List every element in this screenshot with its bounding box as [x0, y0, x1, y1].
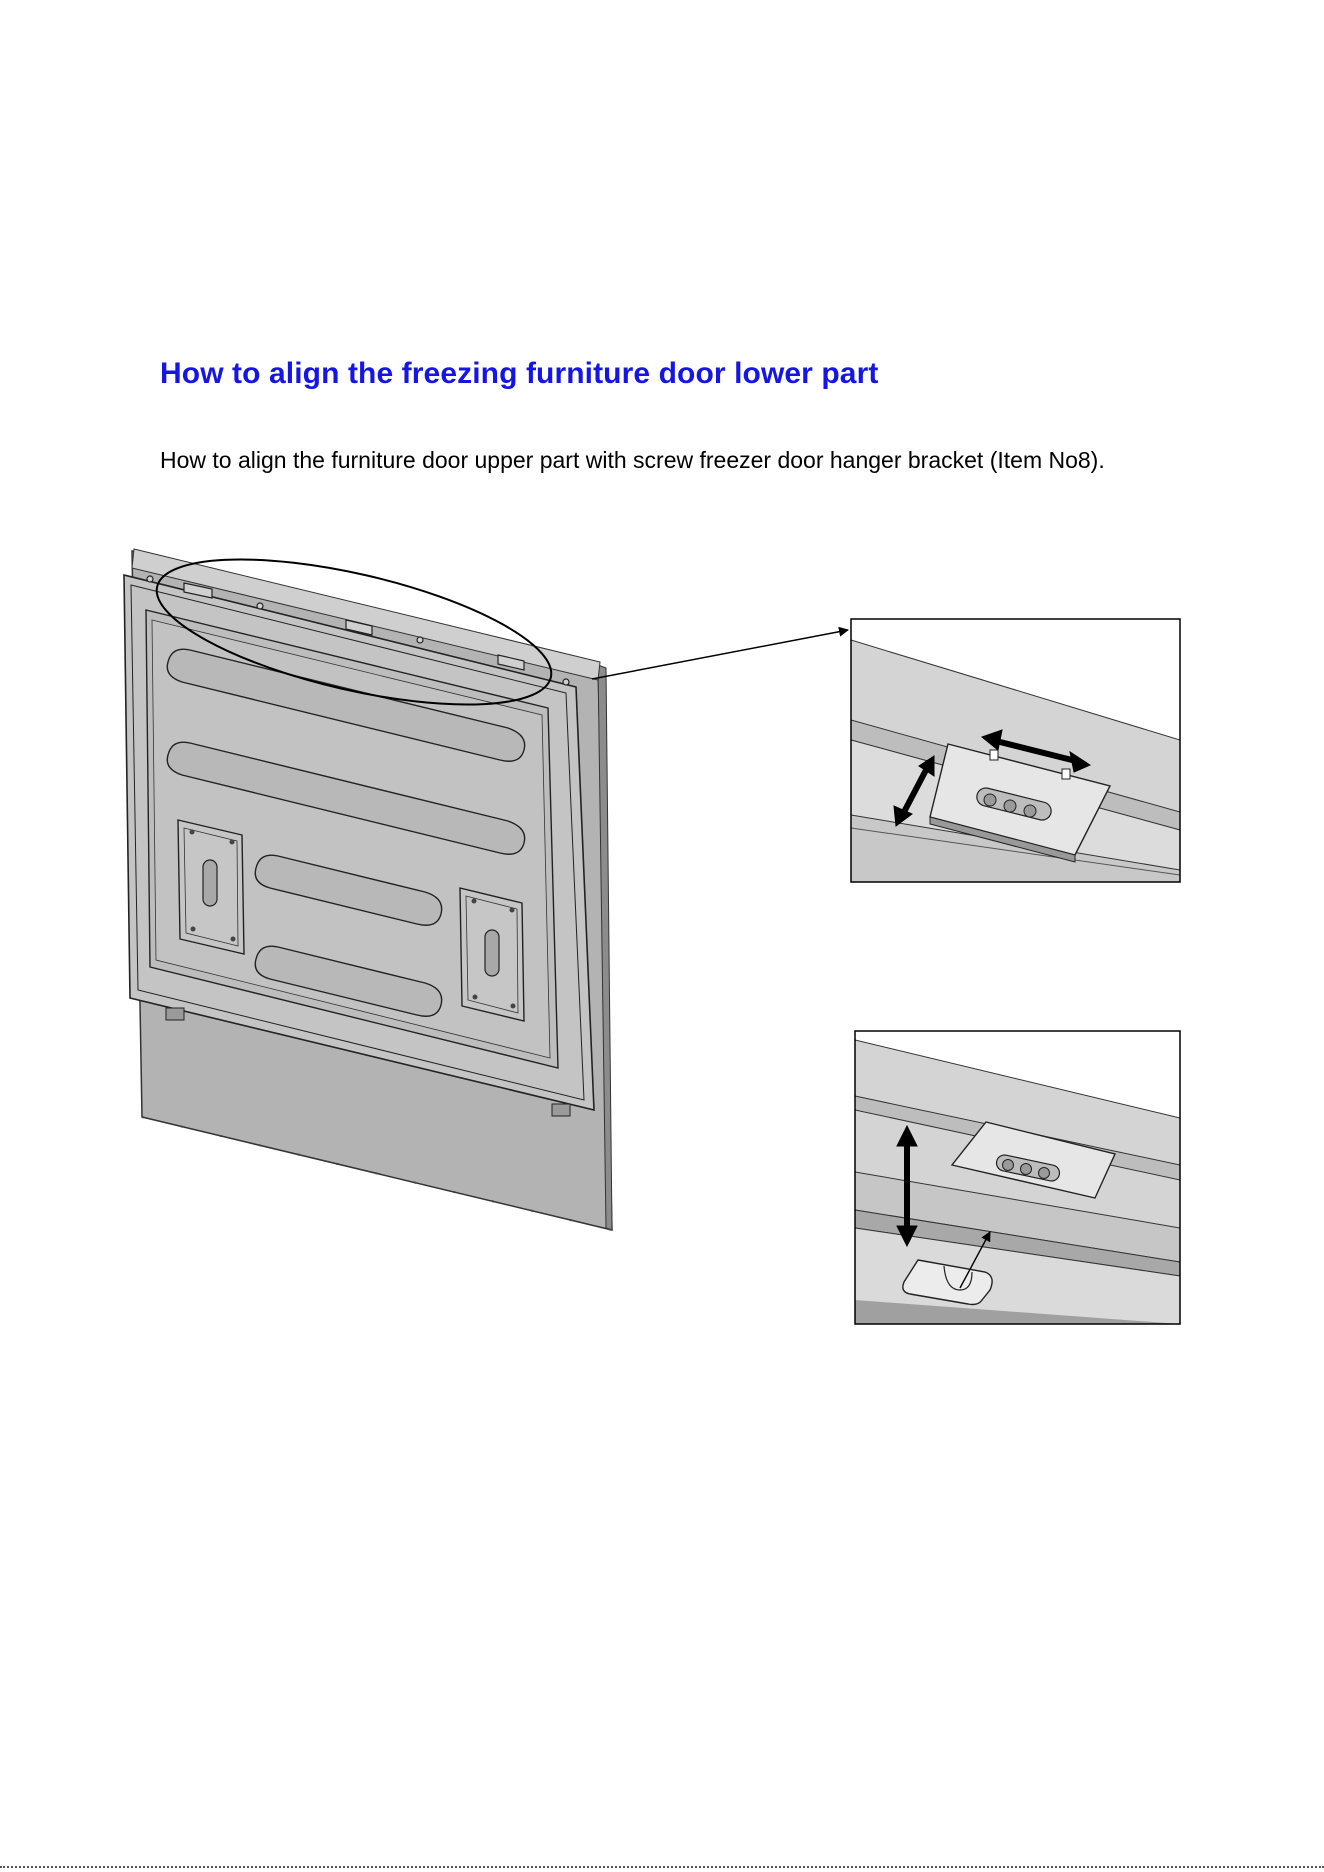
leader-arrow	[592, 630, 848, 679]
detail-view-vertical	[855, 1031, 1180, 1324]
freezer-door-drawing	[124, 530, 848, 1230]
detail-view-horizontal	[851, 619, 1180, 882]
page-bottom-rule	[0, 1866, 1324, 1868]
mounting-plate-right	[460, 888, 524, 1021]
section-heading: How to align the freezing furniture door lower part	[160, 357, 879, 390]
mounting-plate-left	[178, 820, 244, 954]
instruction-text: How to align the furniture door upper part with screw freezer door hanger bracket (Item No8).	[160, 447, 1105, 473]
